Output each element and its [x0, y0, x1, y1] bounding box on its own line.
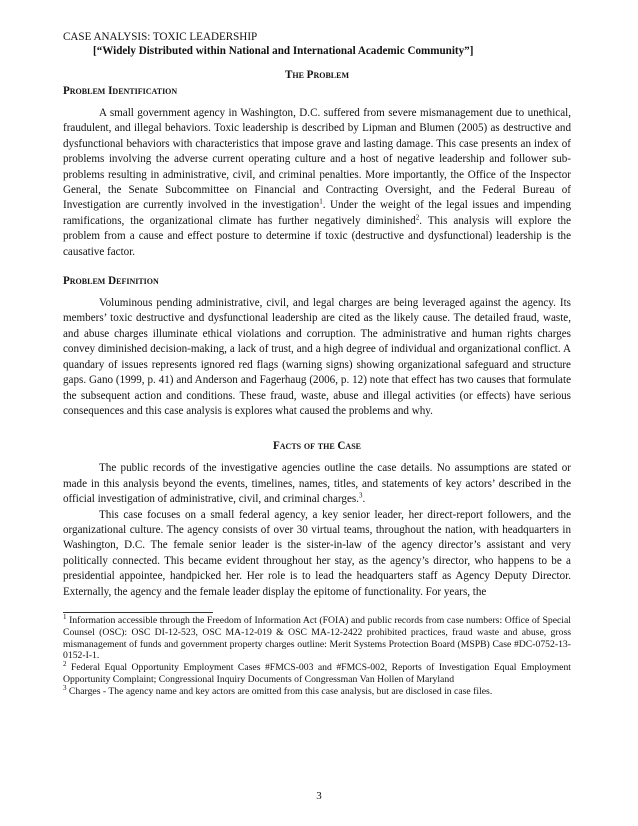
footnote-ref-2: 2: [415, 213, 420, 222]
heading-problem-definition: Problem Definition: [63, 275, 159, 288]
footnote-divider: [63, 612, 213, 613]
page-number: 3: [316, 790, 322, 802]
footnote-ref-3: 3: [358, 491, 363, 500]
paragraph-problem-definition: Voluminous pending administrative, civil, and legal charges are being leveraged against the agency. Its members’ toxic destructive and dysfunctional leadership are cited as the likely cause. The detailed fraud, waste, and abuse charges illuminate ethical violations and corruption. The administrative and human rights charges convey diminished decision-making, a lack of trust, and a high degree of individual and organizational conflict. A quandary of issues represents ignored red flags (warning signs) showing organizational safeguard and structure gaps. Gano (1999, p. 41) and Anderson and Fagerhaug (2006, p. 12) note that effect has two causes that formulate the subsequent action and conditions. These fraud, waste, abuse and illegal activities (or effects) have serious consequences and this case analysis is explores what caused the problems and why.: [63, 297, 571, 417]
heading-facts-of-the-case: Facts of the Case: [272, 440, 361, 453]
paragraph-facts-1: The public records of the investigative agencies outline the case details. No assumptions are stated or made in this analysis beyond the events, timelines, names, titles, and statements of key actors’ described in the official investigation of administrative, civil, and criminal charges.$^3$.: [63, 462, 571, 506]
section-title-problem: The Problem: [284, 69, 350, 81]
paragraph-facts-2: This case focuses on a small federal agency, a key senior leader, her direct-report followers, and the organizational culture. The agency consists of over 30 virtual teams, throughout the nation, with headquarters in Washington, D.C. The female senior leader is the sister-in-law of the agency director’s assistant and very politically connected. This became evident throughout her stay, as the agency’s director, who happens to be a presidential appointee, handpicked her. Her role is to lead the headquarters staff as Agency Deputy Director. Externally, the agency and the female leader display the epitome of functionality. For years, the: [63, 508, 571, 598]
distribution-note: [“Widely Distributed within National and International Academic Community”]: [93, 45, 474, 57]
paragraph-problem-identification: A small government agency in Washington, D.C. suffered from severe mismanagement due to unethical, fraudulent, and illegal behaviors. Toxic leadership is described by Lipman and Blumen (2005) as destructive and dysfunctional behaviors with characteristics that impose grave and lasting damage. This case presents an index of problems involving the adverse current operating culture and a host of negative leadership and follower sub-problems resulting in administrative, civil, and criminal penalties. More importantly, the Office of the Inspector General, the Senate Subcommittee on Financial and Contracting Oversight, and the Federal Bureau of Investigation are currently involved in the investigation$^1$. Under the weight of the legal issues and impending ramifications, the organizational climate has further negatively diminished$^2$. This analysis will explore the problem from a cause and effect posture to determine if toxic (destructive and dysfunctional) leadership is the causative factor.: [63, 107, 572, 258]
heading-problem-identification: Problem Identification: [63, 85, 178, 97]
footnote-2: $^2$ Federal Equal Opportunity Employment Cases #FMCS-003 and #FMCS-002, Reports of Investigation Equal Employment Opportunity Complaint; Congressional Inquiry Documents of Congressman Van Hollen of Maryland: [63, 659, 571, 685]
running-header: CASE ANALYSIS: TOXIC LEADERSHIP: [63, 31, 258, 43]
footnote-ref-1: 1: [319, 197, 323, 206]
footnote-1: $^1$ Information accessible through the Freedom of Information Act (FOIA) and public records from case numbers: Office of Special Counsel (OSC): OSC DI-12-523, OSC MA-12-019 & OSC MA-12-2422 prohibited practices, fraud waste and abuse, gross mismanagement of funds and government property charges outline: Merit Systems Protection Board (MSPB) Case #DC-0752-13-0152-I-1.: [63, 612, 571, 662]
footnote-3: $^3$ Charges - The agency name and key actors are omitted from this case analysis, but are disclosed in case files.: [63, 683, 493, 697]
